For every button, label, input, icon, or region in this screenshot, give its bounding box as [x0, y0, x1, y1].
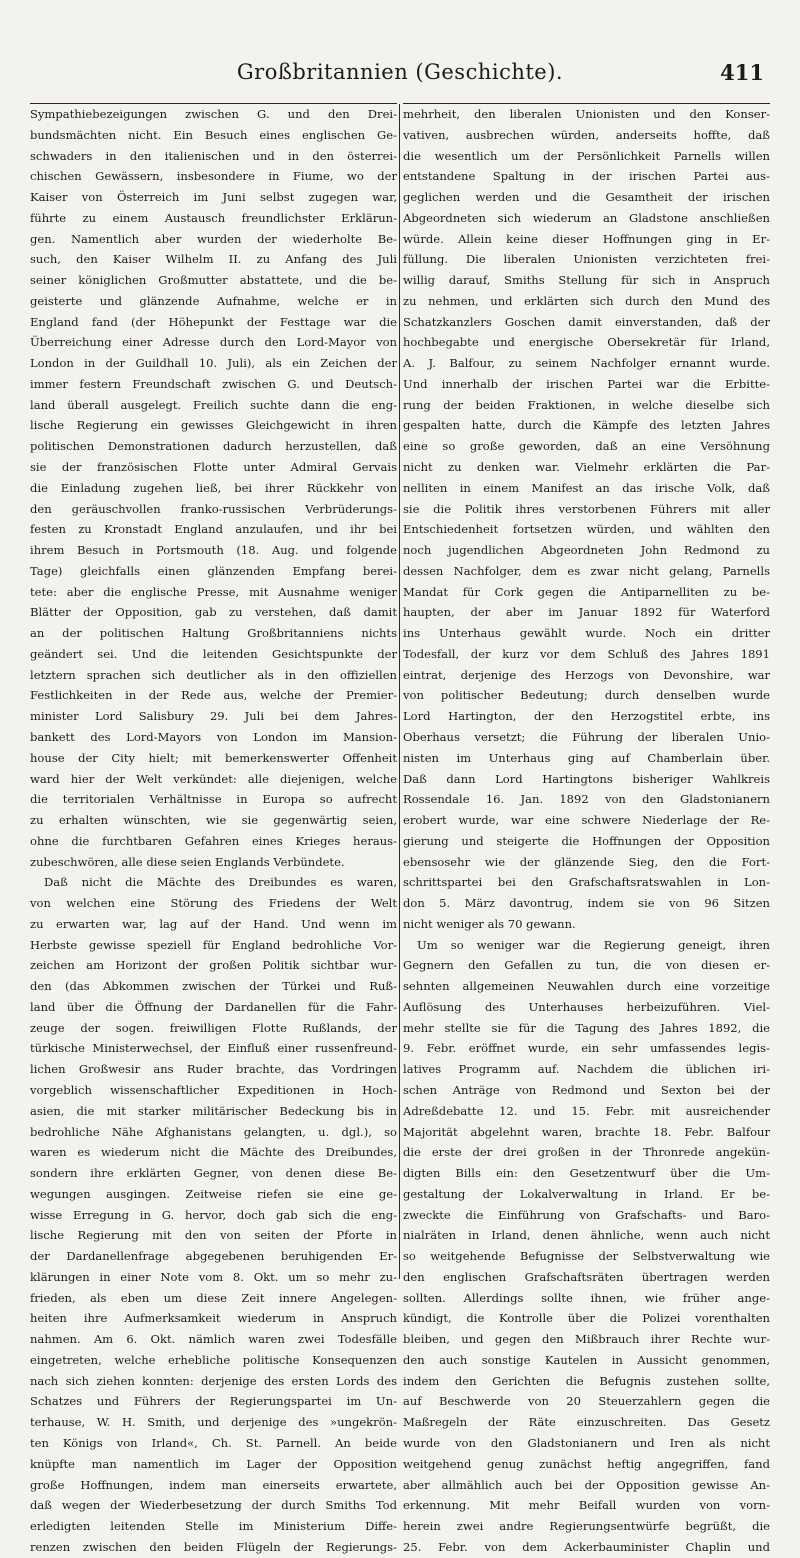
text-line: gierung und steigerte die Hoffnungen der Opposition: [403, 833, 770, 848]
text-line: ohne die furchtbaren Gefahren eines Krieges heraus-: [30, 833, 397, 848]
text-line: eingetreten, welche erhebliche politische Konsequenzen: [30, 1352, 397, 1367]
text-line: nicht weniger als 70 gewann.: [403, 916, 576, 931]
text-line: Rossendale 16. Jan. 1892 von den Gladstonianern: [403, 792, 770, 807]
text-line: Lord Hartington, der den Herzogstitel erbte, ins: [403, 709, 770, 724]
text-line: Gegnern den Gefallen zu tun, die von diesen er-: [403, 958, 770, 973]
text-line: den auch sonstige Kautelen in Aussicht genommen,: [403, 1352, 770, 1367]
text-line: wisse Erregung in G. hervor, doch gab sich die eng-: [30, 1207, 397, 1222]
text-line: Oberhaus versetzt; die Führung der liberalen Unio-: [403, 729, 770, 744]
text-line: 25. Febr. von dem Ackerbauminister Chaplin und: [403, 1539, 770, 1554]
text-line: füllung. Die liberalen Unionisten verzichteten frei-: [403, 252, 770, 267]
text-line: schrittspartei bei den Grafschaftsratswahlen in Lon-: [403, 875, 770, 890]
text-line: house der City hielt; mit bemerkenswerter Offenheit: [30, 750, 397, 765]
text-line: weitgehend genug zunächst heftig angegriffen, fand: [403, 1456, 770, 1471]
running-title: Großbritannien (Geschichte).: [236, 60, 564, 84]
text-line: ebensosehr wie der glänzende Sieg, den die Fort-: [403, 854, 770, 869]
page-header: [0, 60, 800, 94]
text-line: entstandene Spaltung in der irischen Partei aus-: [403, 169, 770, 184]
text-line: letztern sprachen sich deutlicher als in den offiziellen: [30, 667, 397, 682]
text-line: waren es wiederum nicht die Mächte des Dreibundes,: [30, 1145, 397, 1160]
text-line: Abgeordneten sich wiederum an Gladstone anschließen: [403, 210, 770, 225]
text-line: nelliten in einem Manifest an das irische Volk, daß: [403, 480, 770, 495]
text-line: Schatzkanzlers Goschen damit einverstanden, daß der: [403, 314, 770, 329]
text-line: eintrat, derjenige des Herzogs von Devonshire, war: [403, 667, 770, 682]
text-line: heiten ihre Aufmerksamkeit wiederum in Anspruch: [30, 1311, 397, 1326]
text-line: renzen zwischen den beiden Flügeln der Regierungs-: [30, 1539, 397, 1554]
text-line: seiner königlichen Großmutter abstattete, und die be-: [30, 273, 397, 288]
text-line: den geräuschvollen franko-russischen Verbrüderungs-: [30, 501, 397, 516]
text-line: mehr stellte sie für die Tagung des Jahres 1892, die: [403, 1020, 770, 1035]
text-line: immer festern Freundschaft zwischen G. und Deutsch-: [30, 376, 397, 391]
text-line: Und innerhalb der irischen Partei war die Erbitte-: [403, 376, 770, 391]
text-line: bedrohliche Nähe Afghanistans gelangten, u. dgl.), so: [30, 1124, 397, 1139]
text-line: auf Beschwerde von 20 Steuerzahlern gegen die: [403, 1394, 770, 1409]
text-line: rung der beiden Fraktionen, in welche dieselbe sich: [403, 397, 770, 412]
text-line: der Dardanellenfrage abgegebenen beruhigenden Er-: [30, 1249, 397, 1264]
text-line: sondern ihre erklärten Gegner, von denen diese Be-: [30, 1166, 397, 1181]
text-line: zu erhalten wünschten, wie sie gegenwärtig seien,: [30, 813, 397, 828]
text-line: wegungen ausgingen. Zeitweise riefen sie eine ge-: [30, 1186, 397, 1201]
text-line: zu nehmen, und erklärten sich durch den Mund des: [403, 293, 770, 308]
text-line: lische Regierung mit den von seiten der Pforte in: [30, 1228, 397, 1243]
text-line: latives Programm auf. Nachdem die üblichen iri-: [403, 1062, 770, 1077]
text-line: Blätter der Opposition, gab zu verstehen, daß damit: [30, 605, 397, 620]
text-line: Mandat für Cork gegen die Antiparnelliten zu be-: [403, 584, 770, 599]
text-line: chischen Gewässern, insbesondere in Fiume, wo der: [30, 169, 397, 184]
text-line: von politischer Bedeutung; durch denselben wurde: [403, 688, 770, 703]
text-line: führte zu einem Austausch freundlichster Erklärun-: [30, 210, 397, 225]
text-line: asien, die mit starker militärischer Bedeckung bis in: [30, 1103, 397, 1118]
text-line: dessen Nachfolger, dem es zwar nicht gelang, Parnells: [403, 563, 770, 578]
text-line: türkische Ministerwechsel, der Einfluß einer russenfreund-: [30, 1041, 397, 1056]
text-line: die wesentlich um der Persönlichkeit Parnells willen: [403, 148, 770, 163]
text-line: bankett des Lord-Mayors von London im Mansion-: [30, 729, 397, 744]
text-line: don 5. März davontrug, indem sie von 96 Sitzen: [403, 896, 770, 911]
text-line: gespalten hatte, durch die Kämpfe des letzten Jahres: [403, 418, 770, 433]
text-line: Daß dann Lord Hartingtons bisheriger Wahlkreis: [403, 771, 770, 786]
text-line: Um so weniger war die Regierung geneigt, ihren: [417, 937, 770, 952]
text-line: an der politischen Haltung Großbritanniens nichts: [30, 626, 397, 641]
text-line: die territorialen Verhältnisse in Europa so aufrecht: [30, 792, 397, 807]
text-line: den (das Abkommen zwischen der Türkei und Ruß-: [30, 979, 397, 994]
text-line: Herbste gewisse speziell für England bedrohliche Vor-: [30, 937, 397, 952]
text-line: eine so große geworden, daß an eine Versöhnung: [403, 439, 770, 454]
text-line: zubeschwören, alle diese seien Englands Verbündete.: [30, 854, 345, 869]
text-line: zeuge der sogen. freiwilligen Flotte Rußlands, der: [30, 1020, 397, 1035]
text-line: herein zwei andre Regierungsentwürfe begrüßt, die: [403, 1519, 770, 1534]
text-line: hochbegabte und energische Obersekretär für Irland,: [403, 335, 770, 350]
text-line: Daß nicht die Mächte des Dreibundes es waren,: [44, 875, 397, 890]
text-line: sehnten allgemeinen Neuwahlen durch eine vorzeitige: [403, 979, 770, 994]
text-line: Schatzes und Führers der Regierungspartei im Un-: [30, 1394, 397, 1409]
text-line: Überreichung einer Adresse durch den Lord-Mayor von: [30, 335, 397, 350]
text-line: nisten im Unterhaus ging auf Chamberlain über.: [403, 750, 770, 765]
text-line: haupten, der aber im Januar 1892 für Waterford: [403, 605, 770, 620]
text-line: minister Lord Salisbury 29. Juli bei dem Jahres-: [30, 709, 397, 724]
text-line: geisterte und glänzende Aufnahme, welche er in: [30, 293, 397, 308]
text-line: würde. Allein keine dieser Hoffnungen ging in Er-: [403, 231, 770, 246]
text-line: digten Bills ein: den Gesetzentwurf über die Um-: [403, 1166, 770, 1181]
text-line: nahmen. Am 6. Okt. nämlich waren zwei Todesfälle: [30, 1332, 397, 1347]
text-line: aber allmählich auch bei der Opposition gewisse An-: [403, 1477, 770, 1492]
text-line: lichen Großwesir ans Ruder brachte, das Vordringen: [30, 1062, 397, 1077]
text-line: wurde von den Gladstonianern und Iren als nicht: [403, 1436, 770, 1450]
text-line: lische Regierung ein gewisses Gleichgewicht in ihren: [30, 418, 397, 433]
text-line: nach sich ziehen konnten: derjenige des ersten Lords des: [30, 1373, 397, 1388]
text-line: schwaders in den italienischen und in den österrei-: [30, 148, 397, 163]
text-line: mehrheit, den liberalen Unionisten und den Konser-: [403, 107, 770, 121]
text-line: Maßregeln der Räte einzuschreiten. Das Gesetz: [403, 1415, 770, 1430]
text-line: knüpfte man namentlich im Lager der Opposition: [30, 1456, 397, 1471]
text-line: so weitgehende Befugnisse der Selbstverwaltung wie: [403, 1249, 770, 1264]
text-line: sollten. Allerdings sollte ihnen, wie früher ange-: [403, 1290, 770, 1305]
text-line: kündigt, die Kontrolle über die Polizei vorenthalten: [403, 1311, 770, 1326]
text-line: Majorität abgelehnt waren, brachte 18. Febr. Balfour: [403, 1124, 770, 1139]
text-line: große Hoffnungen, indem man einerseits erwartete,: [30, 1477, 397, 1492]
text-line: nialräten in Irland, denen ähnliche, wenn auch nicht: [403, 1228, 770, 1243]
text-line: A. J. Balfour, zu seinem Nachfolger ernannt wurde.: [403, 356, 770, 371]
text-line: die Einladung zugehen ließ, bei ihrer Rückkehr von: [30, 480, 397, 495]
text-line: vorgeblich wissenschaftlicher Expeditionen in Hoch-: [30, 1082, 397, 1097]
text-line: Adreßdebatte 12. und 15. Febr. mit ausreichender: [403, 1103, 770, 1118]
text-line: Festlichkeiten in der Rede aus, welche der Premier-: [30, 688, 397, 703]
text-line: sie der französischen Flotte unter Admiral Gervais: [30, 460, 397, 475]
text-line: geändert sei. Und die leitenden Gesichtspunkte der: [30, 646, 397, 661]
text-line: ten Königs von Irland«, Ch. St. Parnell. An beide: [30, 1436, 397, 1450]
text-line: land über die Öffnung der Dardanellen für die Fahr-: [30, 999, 397, 1014]
text-line: festen zu Kronstadt England anzulaufen, und ihr bei: [30, 522, 397, 537]
text-line: zweckte die Einführung von Grafschafts- und Baro-: [403, 1207, 770, 1222]
text-line: vativen, ausbrechen würden, anderseits hoffte, daß: [403, 127, 770, 142]
text-line: 9. Febr. eröffnet wurde, ein sehr umfassendes legis-: [403, 1041, 770, 1056]
text-line: London in der Guildhall 10. Juli), als ein Zeichen der: [30, 356, 397, 371]
text-line: zu erwarten war, lag auf der Hand. Und wenn im: [30, 916, 397, 931]
text-line: daß wegen der Wiederbesetzung der durch Smiths Tod: [30, 1498, 397, 1513]
text-line: nicht zu denken war. Vielmehr erklärten die Par-: [403, 460, 770, 475]
text-line: Entschiedenheit fortsetzen würden, und wählten den: [403, 522, 770, 537]
text-line: erkennung. Mit mehr Beifall wurden von vorn-: [403, 1498, 770, 1513]
text-line: die erste der drei großen in der Thronrede angekün-: [403, 1145, 770, 1160]
text-line: geglichen werden und die Gesamtheit der irischen: [403, 190, 770, 205]
text-line: England fand (der Höhepunkt der Festtage war die: [30, 314, 397, 329]
page-number: 411: [720, 60, 764, 85]
right-text-column: [403, 104, 770, 1558]
text-line: schen Anträge von Redmond und Sexton bei der: [403, 1082, 770, 1097]
text-line: terhause, W. H. Smith, und derjenige des »ungekrön-: [30, 1415, 397, 1430]
text-line: von welchen eine Störung des Friedens der Welt: [30, 896, 397, 911]
text-line: willig darauf, Smiths Stellung für sich in Anspruch: [403, 273, 770, 288]
text-line: klärungen in einer Note vom 8. Okt. um so mehr zu-: [30, 1269, 397, 1284]
text-line: indem den Gerichten die Befugnis zustehen sollte,: [403, 1373, 770, 1388]
text-line: Sympathiebezeigungen zwischen G. und den Drei-: [30, 107, 397, 121]
text-line: bundsmächten nicht. Ein Besuch eines englischen Ge-: [30, 127, 397, 142]
text-line: den englischen Grafschaftsräten übertragen werden: [403, 1269, 770, 1284]
text-line: erledigten leitenden Stelle im Ministerium Diffe-: [30, 1519, 397, 1534]
text-line: such, den Kaiser Wilhelm II. zu Anfang des Juli: [30, 252, 397, 267]
text-line: noch jugendlichen Abgeordneten John Redmond zu: [403, 543, 770, 558]
text-line: frieden, als eben um diese Zeit innere Angelegen-: [30, 1290, 397, 1305]
text-line: bleiben, und gegen den Mißbrauch ihrer Rechte wur-: [403, 1332, 770, 1347]
text-line: zeichen am Horizont der großen Politik sichtbar wur-: [30, 958, 397, 973]
column-divider: [399, 104, 400, 1279]
text-line: land überall ausgelegt. Freilich suchte dann die eng-: [30, 397, 397, 412]
text-line: Auflösung des Unterhauses herbeizuführen. Viel-: [403, 999, 770, 1014]
text-line: gestaltung der Lokalverwaltung in Irland. Er be-: [403, 1186, 770, 1201]
text-line: ward hier der Welt verkündet: alle diejenigen, welche: [30, 771, 397, 786]
text-line: sie die Politik ihres verstorbenen Führers mit aller: [403, 501, 770, 516]
left-text-column: [30, 104, 397, 1558]
text-line: gen. Namentlich aber wurden der wiederholte Be-: [30, 231, 397, 246]
text-line: erobert wurde, war eine schwere Niederlage der Re-: [403, 813, 770, 828]
text-line: ihrem Besuch in Portsmouth (18. Aug. und folgende: [30, 543, 397, 558]
text-line: ins Unterhaus gewählt wurde. Noch ein dritter: [403, 626, 770, 641]
text-line: tete: aber die englische Presse, mit Ausnahme weniger: [30, 584, 397, 599]
text-line: Kaiser von Österreich im Juni selbst zugegen war,: [30, 190, 397, 205]
text-line: Tage) gleichfalls einen glänzenden Empfang berei-: [30, 563, 397, 578]
text-line: politischen Demonstrationen dadurch herzustellen, daß: [30, 439, 397, 454]
text-line: Todesfall, der kurz vor dem Schluß des Jahres 1891: [403, 646, 770, 661]
